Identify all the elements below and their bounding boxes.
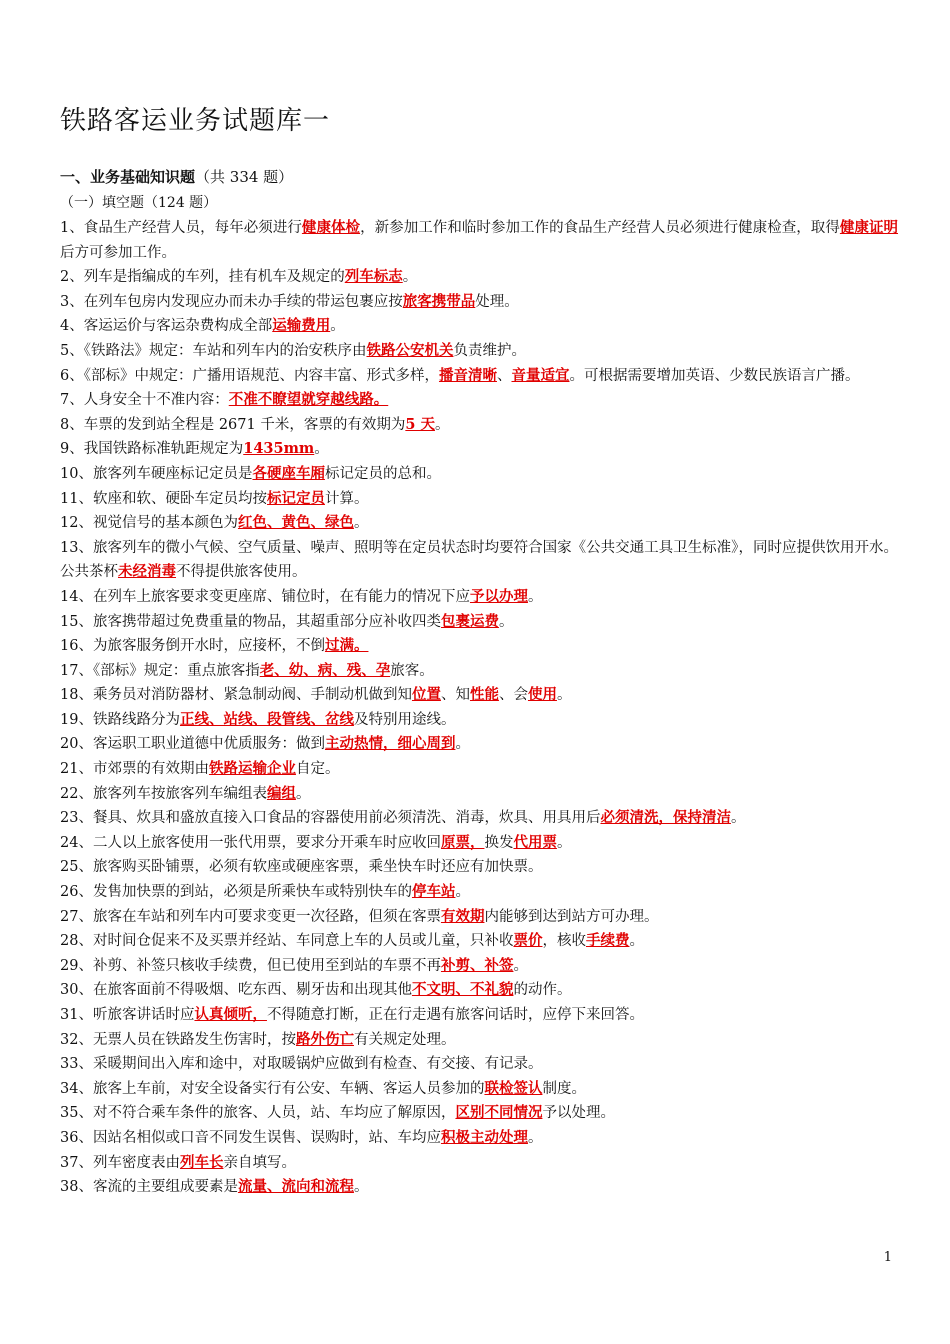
- answer-text: 播音清晰: [438, 366, 497, 384]
- question-text: 。: [353, 1179, 369, 1196]
- question-text: 1、食品生产经营人员，每年必须进行: [60, 220, 302, 236]
- question-text: 标记定员的总和。: [324, 465, 441, 482]
- question-text: ，新参加工作和临时参加工作的食品生产经营人员必须进行健康检查，取得: [360, 220, 840, 236]
- question-text: 制度。: [542, 1080, 586, 1097]
- question-text: 14、在列车上旅客要求变更座席、铺位时，在有能力的情况下应: [60, 588, 470, 605]
- answer-text: 列车长: [179, 1153, 224, 1171]
- question-item: [60, 1077, 898, 1102]
- question-item: [60, 265, 898, 290]
- question-text: 。: [527, 1129, 543, 1146]
- question-text: 23、餐具、炊具和盛放直接入口食品的容器使用前必须清洗、消毒，炊具、用具用后: [60, 810, 601, 827]
- question-text: 19、铁路线路分为: [60, 711, 180, 728]
- answer-text: 使用: [527, 686, 557, 704]
- answer-text: 铁路公安机关: [366, 341, 454, 359]
- question-text: 。: [455, 736, 470, 753]
- question-item: [60, 1028, 898, 1053]
- question-text: 35、对不符合乘车条件的旅客、人员，站、车均应了解原因，: [60, 1105, 456, 1122]
- answer-text: 运输费用: [272, 317, 331, 335]
- answer-text: 积极主动处理: [440, 1128, 528, 1146]
- question-item: [60, 388, 898, 413]
- question-text: 15、旅客携带超过免费重量的物品，其超重部分应补收四类: [60, 613, 441, 630]
- document-title: 铁路客运业务试题库一: [60, 106, 331, 136]
- question-text: 及特别用途线。: [353, 711, 456, 728]
- question-item: [60, 831, 898, 856]
- question-text: 33、采暖期间出入库和途中，对取暖锅炉应做到有检查、有交接、有记录。: [60, 1056, 543, 1073]
- question-item: [60, 364, 898, 389]
- question-text: 18、乘务员对消防器材、紧急制动阀、手制动机做到知: [60, 687, 412, 704]
- question-item: [60, 683, 898, 708]
- question-item: [60, 855, 898, 880]
- question-text: 予以处理。: [542, 1105, 615, 1122]
- answer-text: 老、幼、病、残、孕: [259, 661, 391, 679]
- question-text: 负责维护。: [453, 342, 526, 359]
- question-text: 。: [556, 687, 572, 704]
- answer-text: 不文明、不礼貌: [411, 981, 514, 999]
- question-text: 旅客。: [390, 662, 434, 679]
- question-text: 。: [402, 269, 418, 286]
- question-text: 5、《铁路法》规定：车站和列车内的治安秩序由: [60, 342, 367, 359]
- question-text: 8、车票的发到站全程是 2671 千米，客票的有效期为: [60, 416, 406, 433]
- question-text: 。: [629, 933, 644, 950]
- question-text: 、会: [498, 687, 528, 704]
- question-text: 2、列车是指编成的车列，挂有机车及规定的: [60, 269, 345, 286]
- question-item: [60, 585, 898, 610]
- question-text: 。: [527, 588, 543, 605]
- answer-text: 列车标志: [344, 268, 403, 286]
- answer-text: 手续费: [585, 932, 630, 950]
- answer-text: 予以办理: [469, 587, 528, 605]
- question-text: 36、因站名相似或口音不同发生误售、误购时，站、车均应: [60, 1129, 441, 1146]
- question-item: [60, 462, 898, 487]
- question-item: [60, 1175, 898, 1200]
- question-item: [60, 290, 898, 315]
- question-text: 7、人身安全十不准内容：: [60, 392, 229, 409]
- question-text: 。: [434, 416, 450, 433]
- question-text: 。: [556, 834, 572, 851]
- answer-text: 联检签认: [484, 1079, 543, 1097]
- answer-text: 不准不瞭望就穿越线路。: [228, 391, 389, 409]
- question-text: 。: [455, 884, 470, 901]
- question-text: 内能够到达到站方可办理。: [484, 908, 659, 925]
- question-text: 换发: [484, 834, 514, 851]
- answer-text: 流量、流向和流程: [237, 1178, 354, 1196]
- question-item: [60, 437, 898, 462]
- question-text: 24、二人以上旅客使用一张代用票，要求分开乘车时应收回: [60, 834, 441, 851]
- question-item: [60, 1003, 898, 1028]
- question-item: [60, 954, 898, 979]
- section-count: （共 334 题）: [195, 168, 294, 186]
- question-text: 25、旅客购买卧铺票，必须有软座或硬座客票，乘坐快车时还应有加快票。: [60, 859, 543, 876]
- question-text: 34、旅客上车前，对安全设备实行有公安、车辆、客运人员参加的: [60, 1080, 485, 1097]
- page-number: 1: [883, 1250, 892, 1265]
- question-text: 16、为旅客服务倒开水时，应接杯，不倒: [60, 638, 325, 655]
- answer-text: 标记定员: [266, 489, 325, 507]
- question-item: [60, 978, 898, 1003]
- answer-text: 5 天: [405, 415, 435, 433]
- question-text: 38、客流的主要组成要素是: [60, 1179, 238, 1196]
- answer-text: 1435mm: [243, 440, 315, 458]
- question-text: 32、无票人员在铁路发生伤害时，按: [60, 1031, 296, 1048]
- question-item: [60, 708, 898, 733]
- section-heading: [60, 166, 293, 187]
- answer-text: 健康证明: [839, 219, 899, 236]
- question-text: 4、客运运价与客运杂费构成全部: [60, 318, 273, 335]
- answer-text: 正线、站线、段管线、岔线: [179, 710, 354, 728]
- question-text: 有关规定处理。: [353, 1031, 456, 1048]
- question-text: 28、对时间仓促来不及买票并经站、车同意上车的人员或儿童，只补收: [60, 933, 514, 950]
- question-item: [60, 659, 898, 684]
- answer-text: 认真倾听，: [194, 1006, 267, 1023]
- question-text: 21、市郊票的有效期由: [60, 761, 209, 778]
- question-item: [60, 905, 898, 930]
- question-text: 、知: [440, 687, 470, 704]
- answer-text: 票价: [513, 932, 543, 950]
- question-text: 不得提供旅客使用。: [176, 564, 307, 581]
- question-text: 。: [513, 957, 528, 974]
- question-item: [60, 782, 898, 807]
- question-text: 27、旅客在车站和列车内可要求变更一次径路，但须在客票: [60, 908, 441, 925]
- question-item: [60, 1151, 898, 1176]
- question-item: [60, 413, 898, 438]
- question-item: [60, 314, 898, 339]
- question-text: 20、客运职工职业道德中优质服务：做到: [60, 736, 325, 753]
- question-text: 。: [330, 318, 345, 335]
- answer-text: 编组: [266, 784, 296, 802]
- question-text: 22、旅客列车按旅客列车编组表: [60, 785, 267, 802]
- question-text: 。: [314, 441, 329, 458]
- question-text: 。可根据需要增加英语、少数民族语言广播。: [569, 367, 860, 384]
- question-text: 计算。: [324, 490, 369, 507]
- answer-text: 健康体检: [301, 219, 361, 236]
- question-text: 处理。: [475, 293, 519, 310]
- answer-text: 过满。: [324, 637, 369, 655]
- question-text: 、: [496, 367, 512, 384]
- question-text: 6、《部标》中规定：广播用语规范、内容丰富、形式多样，: [60, 367, 439, 384]
- question-item: [60, 536, 898, 585]
- question-text: 26、发售加快票的到站，必须是所乘快车或特别快车的: [60, 884, 412, 901]
- question-item: [60, 929, 898, 954]
- question-text: 。: [730, 810, 746, 827]
- answer-text: 位置: [411, 686, 441, 704]
- answer-text: 音量适宜: [511, 366, 570, 384]
- question-list: [60, 216, 898, 1200]
- question-text: 12、视觉信号的基本颜色为: [60, 515, 238, 532]
- answer-text: 区别不同情况: [455, 1104, 543, 1122]
- answer-text: 代用票: [513, 833, 557, 851]
- question-item: [60, 339, 898, 364]
- question-text: ，核收: [542, 933, 586, 950]
- question-text: 。: [498, 613, 514, 630]
- answer-text: 必须清洗，保持清洁: [600, 809, 731, 827]
- question-text: 。: [295, 785, 311, 802]
- question-item: [60, 1126, 898, 1151]
- question-item: [60, 610, 898, 635]
- question-item: [60, 806, 898, 831]
- question-item: [60, 511, 898, 536]
- question-item: [60, 216, 898, 265]
- answer-text: 原票，: [440, 833, 485, 851]
- answer-text: 补剪、补签: [440, 956, 514, 974]
- answer-text: 未经消毒: [118, 563, 176, 581]
- question-text: 9、我国铁路标准轨距规定为: [60, 441, 244, 458]
- question-item: [60, 1052, 898, 1077]
- answer-text: 包裹运费: [440, 612, 499, 630]
- question-text: 10、旅客列车硬座标记定员是: [60, 465, 253, 482]
- answer-text: 有效期: [440, 907, 485, 925]
- question-item: [60, 732, 898, 757]
- question-text: 17、《部标》规定：重点旅客指: [60, 662, 260, 679]
- question-item: [60, 1101, 898, 1126]
- question-text: 37、列车密度表由: [60, 1154, 180, 1171]
- subsection-heading: （一）填空题（124 题）: [60, 195, 218, 211]
- question-text: 13、旅客列车的微小气候、空气质量、噪声、照明等在定员状态时均要符合国家《公共交通工具卫生标准》，同时应提供饮用开水。公共茶杯: [60, 539, 898, 581]
- question-text: 31、听旅客讲话时应: [60, 1007, 195, 1023]
- answer-text: 主动热情，细心周到: [324, 735, 456, 753]
- question-text: 。: [353, 515, 369, 532]
- question-text: 11、软座和软、硬卧车定员均按: [60, 490, 267, 507]
- question-text: 亲自填写。: [223, 1154, 296, 1171]
- question-item: [60, 757, 898, 782]
- question-item: [60, 487, 898, 512]
- question-text: 后方可参加工作。: [60, 244, 176, 261]
- question-item: [60, 634, 898, 659]
- question-text: 30、在旅客面前不得吸烟、吃东西、剔牙齿和出现其他: [60, 982, 412, 999]
- answer-text: 停车站: [411, 883, 456, 901]
- answer-text: 路外伤亡: [295, 1030, 354, 1048]
- question-text: 的动作。: [513, 982, 572, 999]
- question-item: [60, 880, 898, 905]
- answer-text: 各硬座车厢: [252, 464, 325, 482]
- answer-text: 旅客携带品: [402, 292, 476, 310]
- answer-text: 铁路运输企业: [208, 760, 296, 778]
- question-text: 29、补剪、补签只核收手续费，但已使用至到站的车票不再: [60, 957, 441, 974]
- section-label: 一、业务基础知识题: [60, 168, 196, 186]
- answer-text: 性能: [469, 686, 499, 704]
- answer-text: 红色、黄色、绿色: [237, 514, 354, 532]
- question-text: 3、在列车包房内发现应办而未办手续的带运包裹应按: [60, 293, 403, 310]
- question-text: 不得随意打断，正在行走遇有旅客问话时，应停下来回答。: [266, 1007, 644, 1023]
- question-text: 自定。: [295, 761, 340, 778]
